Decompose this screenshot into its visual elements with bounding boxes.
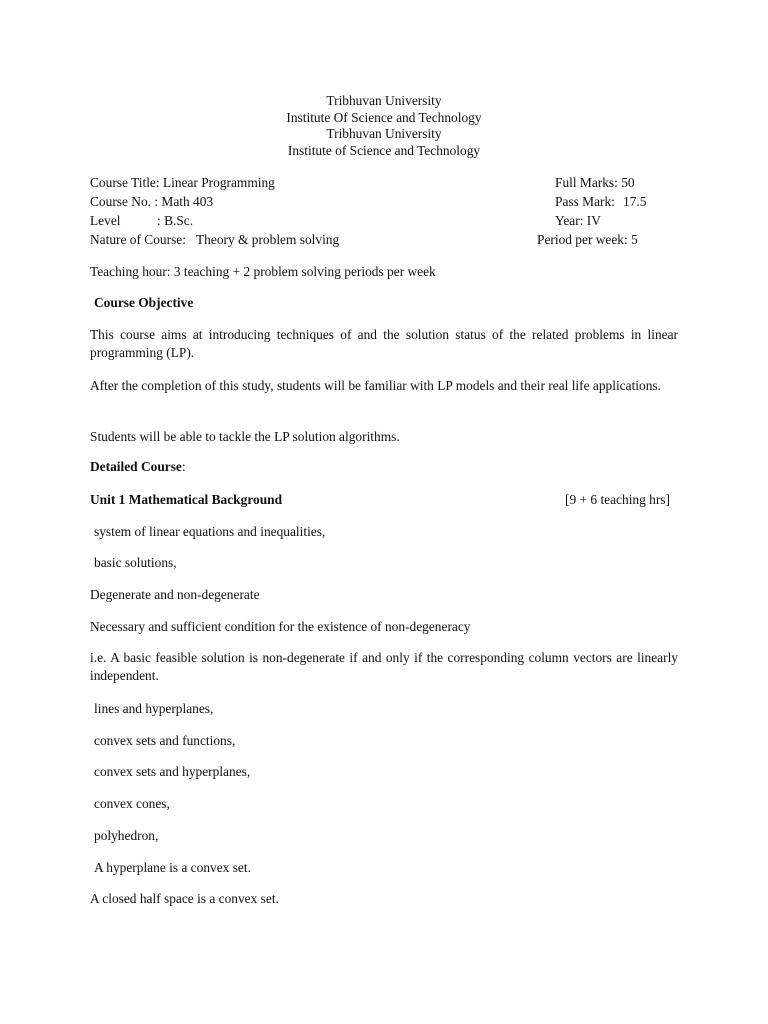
unit-1-title: Unit 1 Mathematical Background — [90, 492, 283, 507]
objective-paragraph-2: After the completion of this study, students will be familiar with LP models and their real life applications. — [90, 378, 661, 393]
institute-name: Institute Of Science and Technology — [286, 110, 482, 125]
topic-item: basic solutions, — [94, 555, 177, 570]
course-number: Course No. : Math 403 — [90, 194, 214, 209]
institute-name-repeat: Institute of Science and Technology — [287, 143, 481, 158]
university-name: Tribhuvan University — [326, 93, 442, 108]
course-year: Year: IV — [555, 213, 601, 228]
topic-item: Degenerate and non-degenerate — [90, 587, 260, 602]
topic-item: Necessary and sufficient condition for the existence of non-degeneracy — [90, 619, 471, 634]
topic-item: lines and hyperplanes, — [94, 701, 214, 716]
university-name-repeat: Tribhuvan University — [326, 126, 442, 141]
topic-item: convex sets and hyperplanes, — [94, 764, 251, 779]
topic-item: A closed half space is a convex set. — [90, 891, 279, 906]
course-nature-value: Theory & problem solving — [196, 232, 340, 247]
course-nature-label: Nature of Course: — [90, 232, 186, 247]
course-level-value: : B.Sc. — [157, 213, 194, 228]
topic-item: system of linear equations and inequalities, — [94, 524, 326, 539]
topic-item: convex sets and functions, — [94, 733, 236, 748]
course-title: Course Title: Linear Programming — [90, 175, 275, 190]
pass-mark-value: 17.5 — [623, 194, 647, 209]
detailed-course-colon: : — [181, 459, 186, 474]
objective-paragraph-1: This course aims at introducing techniques of and the solution status of the related problems in linear programming (LP). — [90, 327, 678, 360]
unit-1-hours: [9 + 6 teaching hrs] — [565, 492, 670, 507]
full-marks: Full Marks: 50 — [555, 175, 635, 190]
teaching-hour: Teaching hour: 3 teaching + 2 problem solving periods per week — [90, 264, 436, 279]
topic-item: A hyperplane is a convex set. — [94, 860, 251, 875]
topic-item: polyhedron, — [94, 828, 159, 843]
period-per-week: Period per week: 5 — [537, 232, 638, 247]
objective-paragraph-3: Students will be able to tackle the LP solution algorithms. — [90, 429, 400, 444]
topic-item: convex cones, — [94, 796, 170, 811]
topic-item: i.e. A basic feasible solution is non-degenerate if and only if the corresponding column vectors are linearly independent. — [90, 650, 678, 683]
course-level-label: Level — [90, 213, 121, 228]
detailed-course-heading — [90, 458, 186, 475]
detailed-course-label: Detailed Course — [90, 459, 182, 474]
course-objective-heading: Course Objective — [94, 295, 194, 310]
pass-mark-label: Pass Mark: — [555, 194, 615, 209]
